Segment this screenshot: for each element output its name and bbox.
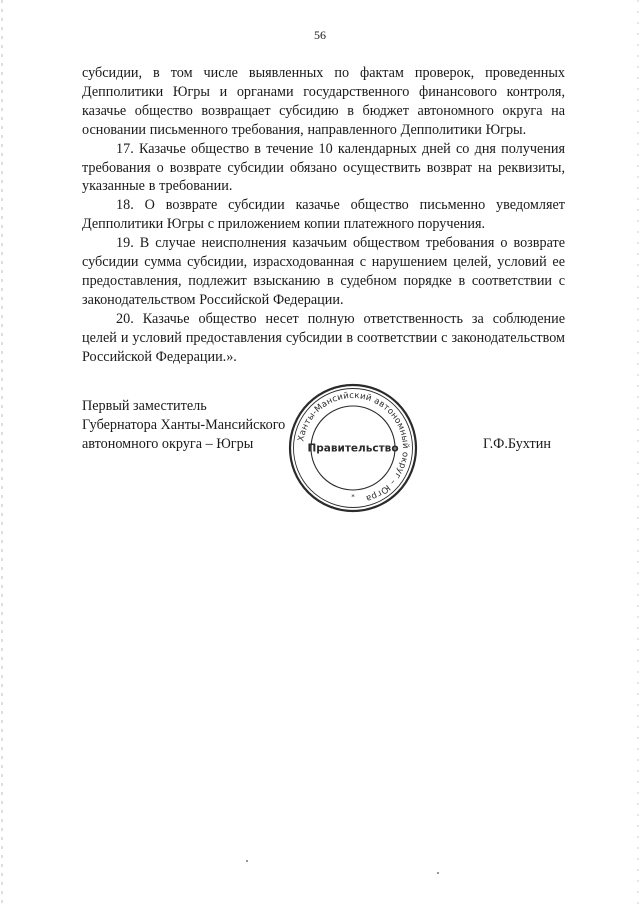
page-number: 56 <box>314 28 326 42</box>
seal-star-icon: * <box>351 493 355 501</box>
signatory-title-line: Первый заместитель <box>82 398 207 414</box>
seal-ring-text: Ханты-Мансийский автономный округ – Югра <box>296 390 411 504</box>
signatory-name: Г.Ф.Бухтин <box>483 436 551 452</box>
paragraph-19: 19. В случае неисполнения казачьим обществом требования о возврате субсидии сумма субсидии, израсходованная с нарушением целей, условий ее предоставления, подлежит взысканию в судебном порядке в соответствии с законодательством Российской Федерации. <box>82 235 565 308</box>
signatory-title-line: Губернатора Ханты-Мансийского <box>82 416 286 433</box>
paragraph-18: 18. О возврате субсидии казачье общество письменно уведомляет Депполитики Югры с приложением копии платежного поручения. <box>82 197 565 233</box>
signatory-title <box>82 397 285 454</box>
scan-speck <box>246 860 248 862</box>
scan-speck <box>437 872 439 874</box>
official-seal <box>287 382 419 514</box>
paragraph-20: 20. Казачье общество несет полную ответственность за соблюдение целей и условий предоставления субсидии в соответствии с законодательством Российской Федерации.». <box>82 310 565 365</box>
scan-edge-right <box>637 0 639 905</box>
signatory-title-line: автономного округа – Югры <box>82 435 254 452</box>
paragraph-continuation: субсидии, в том числе выявленных по фактам проверок, проведенных Депполитики Югры и органами государственного финансового контроля, казачье общество возвращает субсидию в бюджет автономного округа на основании письменного требования, направленного Депполитики Югры. <box>82 65 565 138</box>
paragraph-17: 17. Казачье общество в течение 10 календарных дней со дня получения требования о возврате субсидии обязано осуществить возврат на реквизиты, указанные в требовании. <box>82 140 565 195</box>
seal-center-text: Правительство <box>307 442 399 455</box>
body-text <box>82 64 565 367</box>
scan-edge-left <box>1 0 3 905</box>
